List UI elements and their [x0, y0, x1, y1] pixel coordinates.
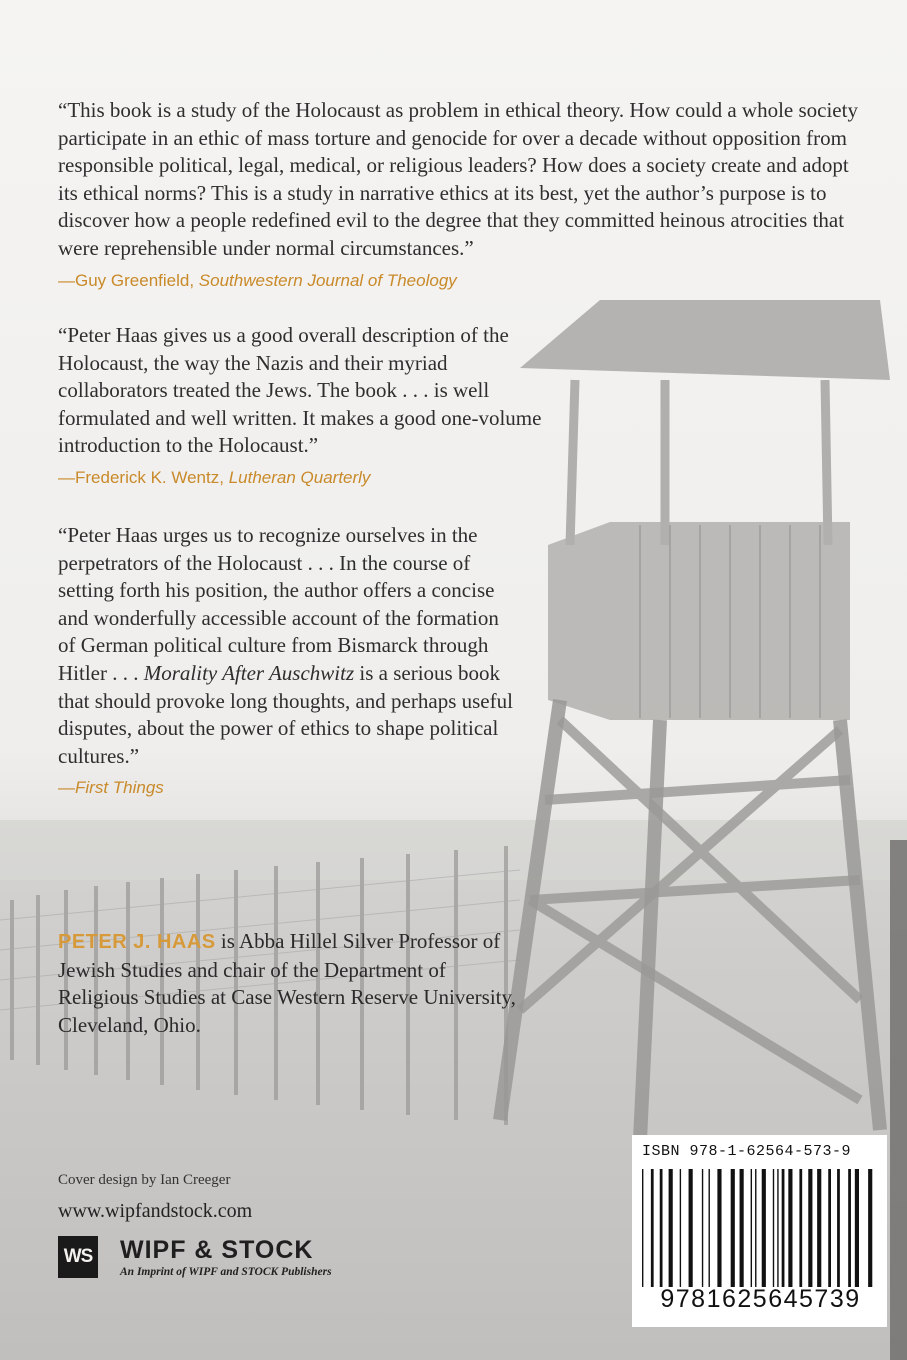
barcode-bar	[702, 1169, 703, 1287]
review-quote-3-text-part2: is a serious book that should provoke long thoughts, and perhaps useful disputes, about the power of ethics to shape political cultures.”	[58, 660, 513, 768]
review-quote-1-author: —Guy Greenfield,	[58, 270, 199, 290]
ws-logo-icon: WS	[58, 1236, 98, 1278]
review-quote-3-attribution	[58, 774, 518, 802]
author-name: PETER J. HAAS	[58, 931, 216, 953]
barcode-bar	[680, 1169, 681, 1287]
publisher-website: www.wipfandstock.com	[58, 1200, 253, 1222]
barcode-bar	[799, 1169, 802, 1287]
publisher-name: WIPF & STOCK	[120, 1236, 314, 1264]
barcode-bar	[642, 1169, 643, 1287]
review-quote-3-text-part1: “Peter Haas urges us to recognize ourselves in the perpetrators of the Holocaust . . . In the course of setting forth his position, the author offers a concise and wonderfully accessible account of the formation of German political culture from Bismarck through Hitler . . .	[58, 523, 499, 685]
review-quote-3	[58, 522, 518, 802]
review-quote-1-attribution	[58, 267, 858, 295]
barcode-digits: 9781625645739	[660, 1285, 861, 1313]
barcode-bar	[808, 1169, 812, 1287]
review-quote-1-text: “This book is a study of the Holocaust as problem in ethical theory. How could a whole society participate in an ethic of mass torture and genocide for over a decade without opposition from responsible political, legal, medical, or religious leaders? How does a society create and adopt its ethical norms? This is a study in narrative ethics at its best, yet the author’s purpose is to discover how a people redefined evil to the degree that they committed heinous atrocities that were reprehensible under normal circumstances.”	[58, 98, 858, 260]
barcode-bar	[740, 1169, 744, 1287]
publisher-tagline: An Imprint of WIPF and STOCK Publishers	[120, 1266, 332, 1278]
barcode-bar	[669, 1169, 673, 1287]
review-quote-3-text	[58, 522, 518, 770]
review-quote-2-source: Lutheran Quarterly	[228, 467, 371, 487]
review-quote-3-author: —	[58, 778, 75, 798]
author-bio-text: is Abba Hillel Silver Professor of Jewish Studies and chair of the Department of Religious Studies at Case Western Reserve University, Cleveland, Ohio.	[58, 929, 516, 1037]
review-quote-2-attribution	[58, 464, 548, 492]
review-quote-2	[58, 322, 548, 492]
barcode-bar	[782, 1169, 785, 1287]
isbn-barcode	[632, 1135, 887, 1327]
barcode-bar	[837, 1169, 840, 1287]
barcode-bar	[709, 1169, 710, 1287]
barcode-bar	[755, 1169, 756, 1287]
barcode-bar	[868, 1169, 872, 1287]
barcode-bar	[828, 1169, 831, 1287]
author-bio	[58, 928, 518, 1039]
barcode-bar	[762, 1169, 766, 1287]
barcode-bar	[848, 1169, 851, 1287]
barcode-bar	[660, 1169, 663, 1287]
barcode-bar	[777, 1169, 778, 1287]
cover-design-credit: Cover design by Ian Creeger	[58, 1172, 231, 1188]
barcode-bar	[689, 1169, 693, 1287]
review-quote-1-source: Southwestern Journal of Theology	[198, 270, 457, 290]
barcode-bars	[642, 1169, 877, 1287]
barcode-bar	[717, 1169, 721, 1287]
barcode-bar	[751, 1169, 752, 1287]
barcode-bar	[651, 1169, 654, 1287]
barcode-bar	[773, 1169, 774, 1287]
review-quote-1	[58, 97, 858, 294]
barcode-bar	[855, 1169, 859, 1287]
barcode-bar	[817, 1169, 821, 1287]
review-quote-2-text: “Peter Haas gives us a good overall description of the Holocaust, the way the Nazis and their myriad collaborators treated the Jews. The book . . . is well formulated and well written. It makes a good one-volume introduction to the Holocaust.”	[58, 323, 542, 458]
isbn-label: ISBN 978-1-62564-573-9	[642, 1143, 852, 1160]
review-quote-3-source: First Things	[75, 778, 164, 798]
publisher-logo	[58, 1236, 378, 1282]
review-quote-3-book-title: Morality After Auschwitz	[143, 660, 355, 685]
barcode-bar	[731, 1169, 735, 1287]
review-quote-2-author: —Frederick K. Wentz,	[58, 467, 229, 487]
barcode-bar	[788, 1169, 792, 1287]
